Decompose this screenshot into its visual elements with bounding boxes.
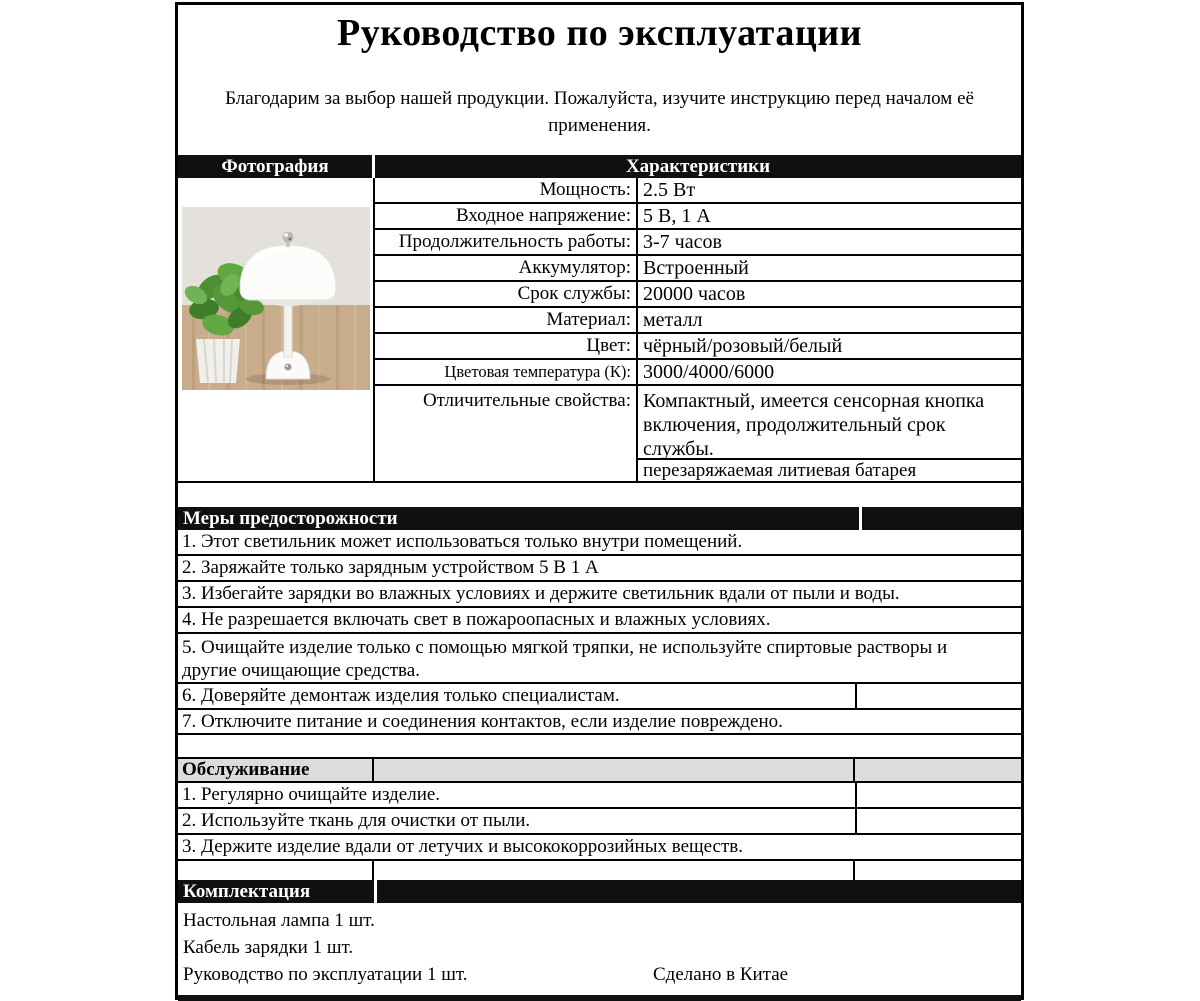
spec-value: 5 В, 1 А [638,204,1021,230]
spec-label: Продолжительность работы: [375,230,638,256]
maintenance-header-bar [178,757,1021,783]
maintenance-item: 3. Держите изделие вдали от летучих и высококоррозийных веществ. [178,835,1021,861]
empty-cell [857,684,1021,708]
manual-intro: Благодарим за выбор нашей продукции. Пожалуйста, изучите инструкцию перед началом её применения. [225,88,974,136]
empty-cell [374,861,855,880]
spec-label: Срок службы: [375,282,638,308]
empty-cell [178,861,374,880]
maintenance-item-row [178,809,1021,835]
spec-value: 3000/4000/6000 [638,360,1021,386]
empty-cell [374,759,855,781]
empty-cell [857,783,1021,807]
spec-value: Компактный, имеется сенсорная кнопка включения, продолжительный срок службы. [638,386,1021,460]
precaution-item-row [178,684,1021,710]
package-item: Кабель зарядки 1 шт. [183,936,354,958]
precaution-item: 1. Этот светильник может использоваться только внутри помещений. [178,530,1021,556]
precaution-item: 7. Отключите питание и соединения контактов, если изделие повреждено. [178,710,1021,735]
precautions-header: Меры предосторожности [178,507,859,530]
lamp-shade [240,245,336,306]
manual-document [175,2,1024,1000]
bar-fill [377,880,1021,903]
package-header: Комплектация [178,880,374,903]
characteristics-table [178,155,1021,483]
photo-column-header: Фотография [178,155,375,178]
title-block [178,5,1021,155]
empty-cell [855,861,1021,880]
package-item: Настольная лампа 1 шт. [183,909,375,931]
precaution-item: 3. Избегайте зарядки во влажных условиях и держите светильник вдали от пыли и воды. [178,582,1021,608]
maintenance-header: Обслуживание [178,759,374,781]
bottom-bar [178,995,1021,1001]
product-photo-cell [178,178,375,483]
bar-fill [862,507,1021,530]
maintenance-item-row [178,783,1021,809]
package-header-bar [178,880,1021,903]
empty-cell [857,809,1021,833]
spec-value: чёрный/розовый/белый [638,334,1021,360]
plant-pot [196,339,240,383]
spec-label: Отличительные свойства: [375,386,638,483]
spec-label: Материал: [375,308,638,334]
precaution-item: 2. Заряжайте только зарядным устройством 5 В 1 А [178,556,1021,582]
spec-value: 2.5 Вт [638,178,1021,204]
characteristics-header: Характеристики [375,155,1021,178]
spacer-row [178,735,1021,757]
package-item: Руководство по эксплуатации 1 шт. [183,963,468,985]
precaution-item: 4. Не разрешается включать свет в пожароопасных и влажных условиях. [178,608,1021,634]
package-contents [178,903,1021,995]
product-photo [182,207,370,390]
maintenance-item: 1. Регулярно очищайте изделие. [178,783,857,807]
precaution-item: 6. Доверяйте демонтаж изделия только специалистам. [178,684,857,708]
spec-value: металл [638,308,1021,334]
spec-value: перезаряжаемая литиевая батарея [638,460,1021,483]
spec-value: 3-7 часов [638,230,1021,256]
made-in-label: Сделано в Китае [653,963,789,985]
maintenance-item: 2. Используйте ткань для очистки от пыли. [178,809,857,833]
spacer-row [178,483,1021,507]
spec-label: Цветовая температура (К): [375,360,638,386]
spec-label: Аккумулятор: [375,256,638,282]
spacer-row [178,861,1021,880]
spec-label: Мощность: [375,178,638,204]
spec-label: Цвет: [375,334,638,360]
precaution-item: 5. Очищайте изделие только с помощью мягкой тряпки, не используйте спиртовые растворы и другие очищающие средства. [178,634,1021,684]
spec-value: Встроенный [638,256,1021,282]
precautions-header-bar [178,507,1021,530]
manual-title: Руководство по эксплуатации [336,12,862,54]
package-item-row [183,961,1021,988]
empty-cell [855,759,1021,781]
spec-label: Входное напряжение: [375,204,638,230]
spec-value: 20000 часов [638,282,1021,308]
